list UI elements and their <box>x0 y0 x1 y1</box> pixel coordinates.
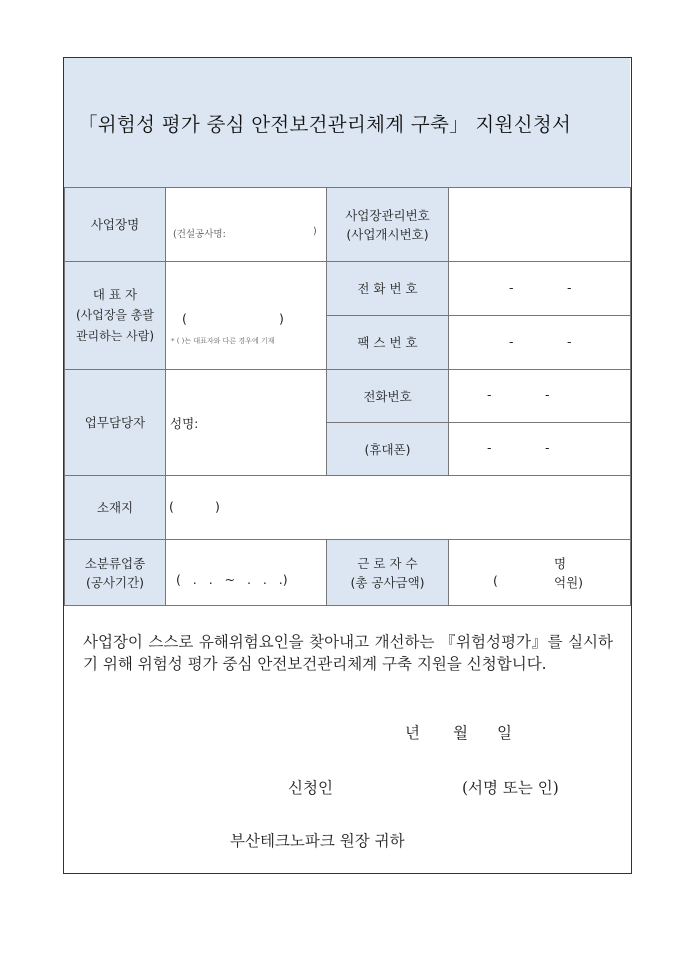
signature-placeholder[interactable]: (서명 또는 인) <box>462 779 559 797</box>
staff-name-field[interactable]: 성명: <box>166 370 327 476</box>
industry-period-field[interactable]: ( . . ~ . . .) <box>166 540 327 606</box>
date-month: 월 <box>453 724 468 742</box>
site-mgmt-no-label: 사업장관리번호 (사업개시번호) <box>327 188 449 262</box>
site-name-field[interactable]: (건설공사명: ) <box>166 188 327 262</box>
site-name-label: 사업장명 <box>65 188 166 262</box>
staff-mobile-label: (휴대폰) <box>327 423 449 476</box>
fax-field[interactable]: - - <box>449 316 631 370</box>
date-day: 일 <box>497 724 512 742</box>
location-field[interactable]: ( ) <box>166 476 631 540</box>
info-table <box>64 187 631 606</box>
industry-label: 소분류업종 (공사기간) <box>65 540 166 606</box>
site-mgmt-no-field[interactable] <box>449 188 631 262</box>
workers-label: 근 로 자 수 (총 공사금액) <box>327 540 449 606</box>
site-name-hint: (건설공사명: <box>173 229 226 240</box>
title-band <box>64 58 630 188</box>
date-year: 년 <box>405 724 420 742</box>
representative-label: 대 표 자 (사업장을 총괄 관리하는 사람) <box>65 262 166 370</box>
addressee: 부산테크노파크 원장 귀하 <box>230 832 405 850</box>
form-title: 「위험성 평가 중심 안전보건관리체계 구축」 지원신청서 <box>78 113 572 136</box>
representative-field[interactable]: ( ) * ( )는 대표자와 다른 경우에 기재 <box>166 262 327 370</box>
staff-label: 업무담당자 <box>65 370 166 476</box>
location-label: 소재지 <box>65 476 166 540</box>
staff-phone-field[interactable]: - - <box>449 370 631 423</box>
applicant-label: 신청인 <box>288 779 333 797</box>
staff-phone-label: 전화번호 <box>327 370 449 423</box>
application-statement-area <box>64 605 630 873</box>
workers-field[interactable]: 명 ( 억원) <box>449 540 631 606</box>
application-form <box>63 57 632 874</box>
phone-field[interactable]: - - <box>449 262 631 316</box>
phone-label: 전 화 번 호 <box>327 262 449 316</box>
representative-note: * ( )는 대표자와 다른 경우에 기재 <box>171 337 275 345</box>
staff-mobile-field[interactable]: - - <box>449 423 631 476</box>
statement-text: 사업장이 스스로 유해위험요인을 찾아내고 개선하는 『위험성평가』를 실시하기 위해 위험성 평가 중심 안전보건관리체계 구축 지원을 신청합니다. <box>83 633 613 673</box>
fax-label: 팩 스 번 호 <box>327 316 449 370</box>
